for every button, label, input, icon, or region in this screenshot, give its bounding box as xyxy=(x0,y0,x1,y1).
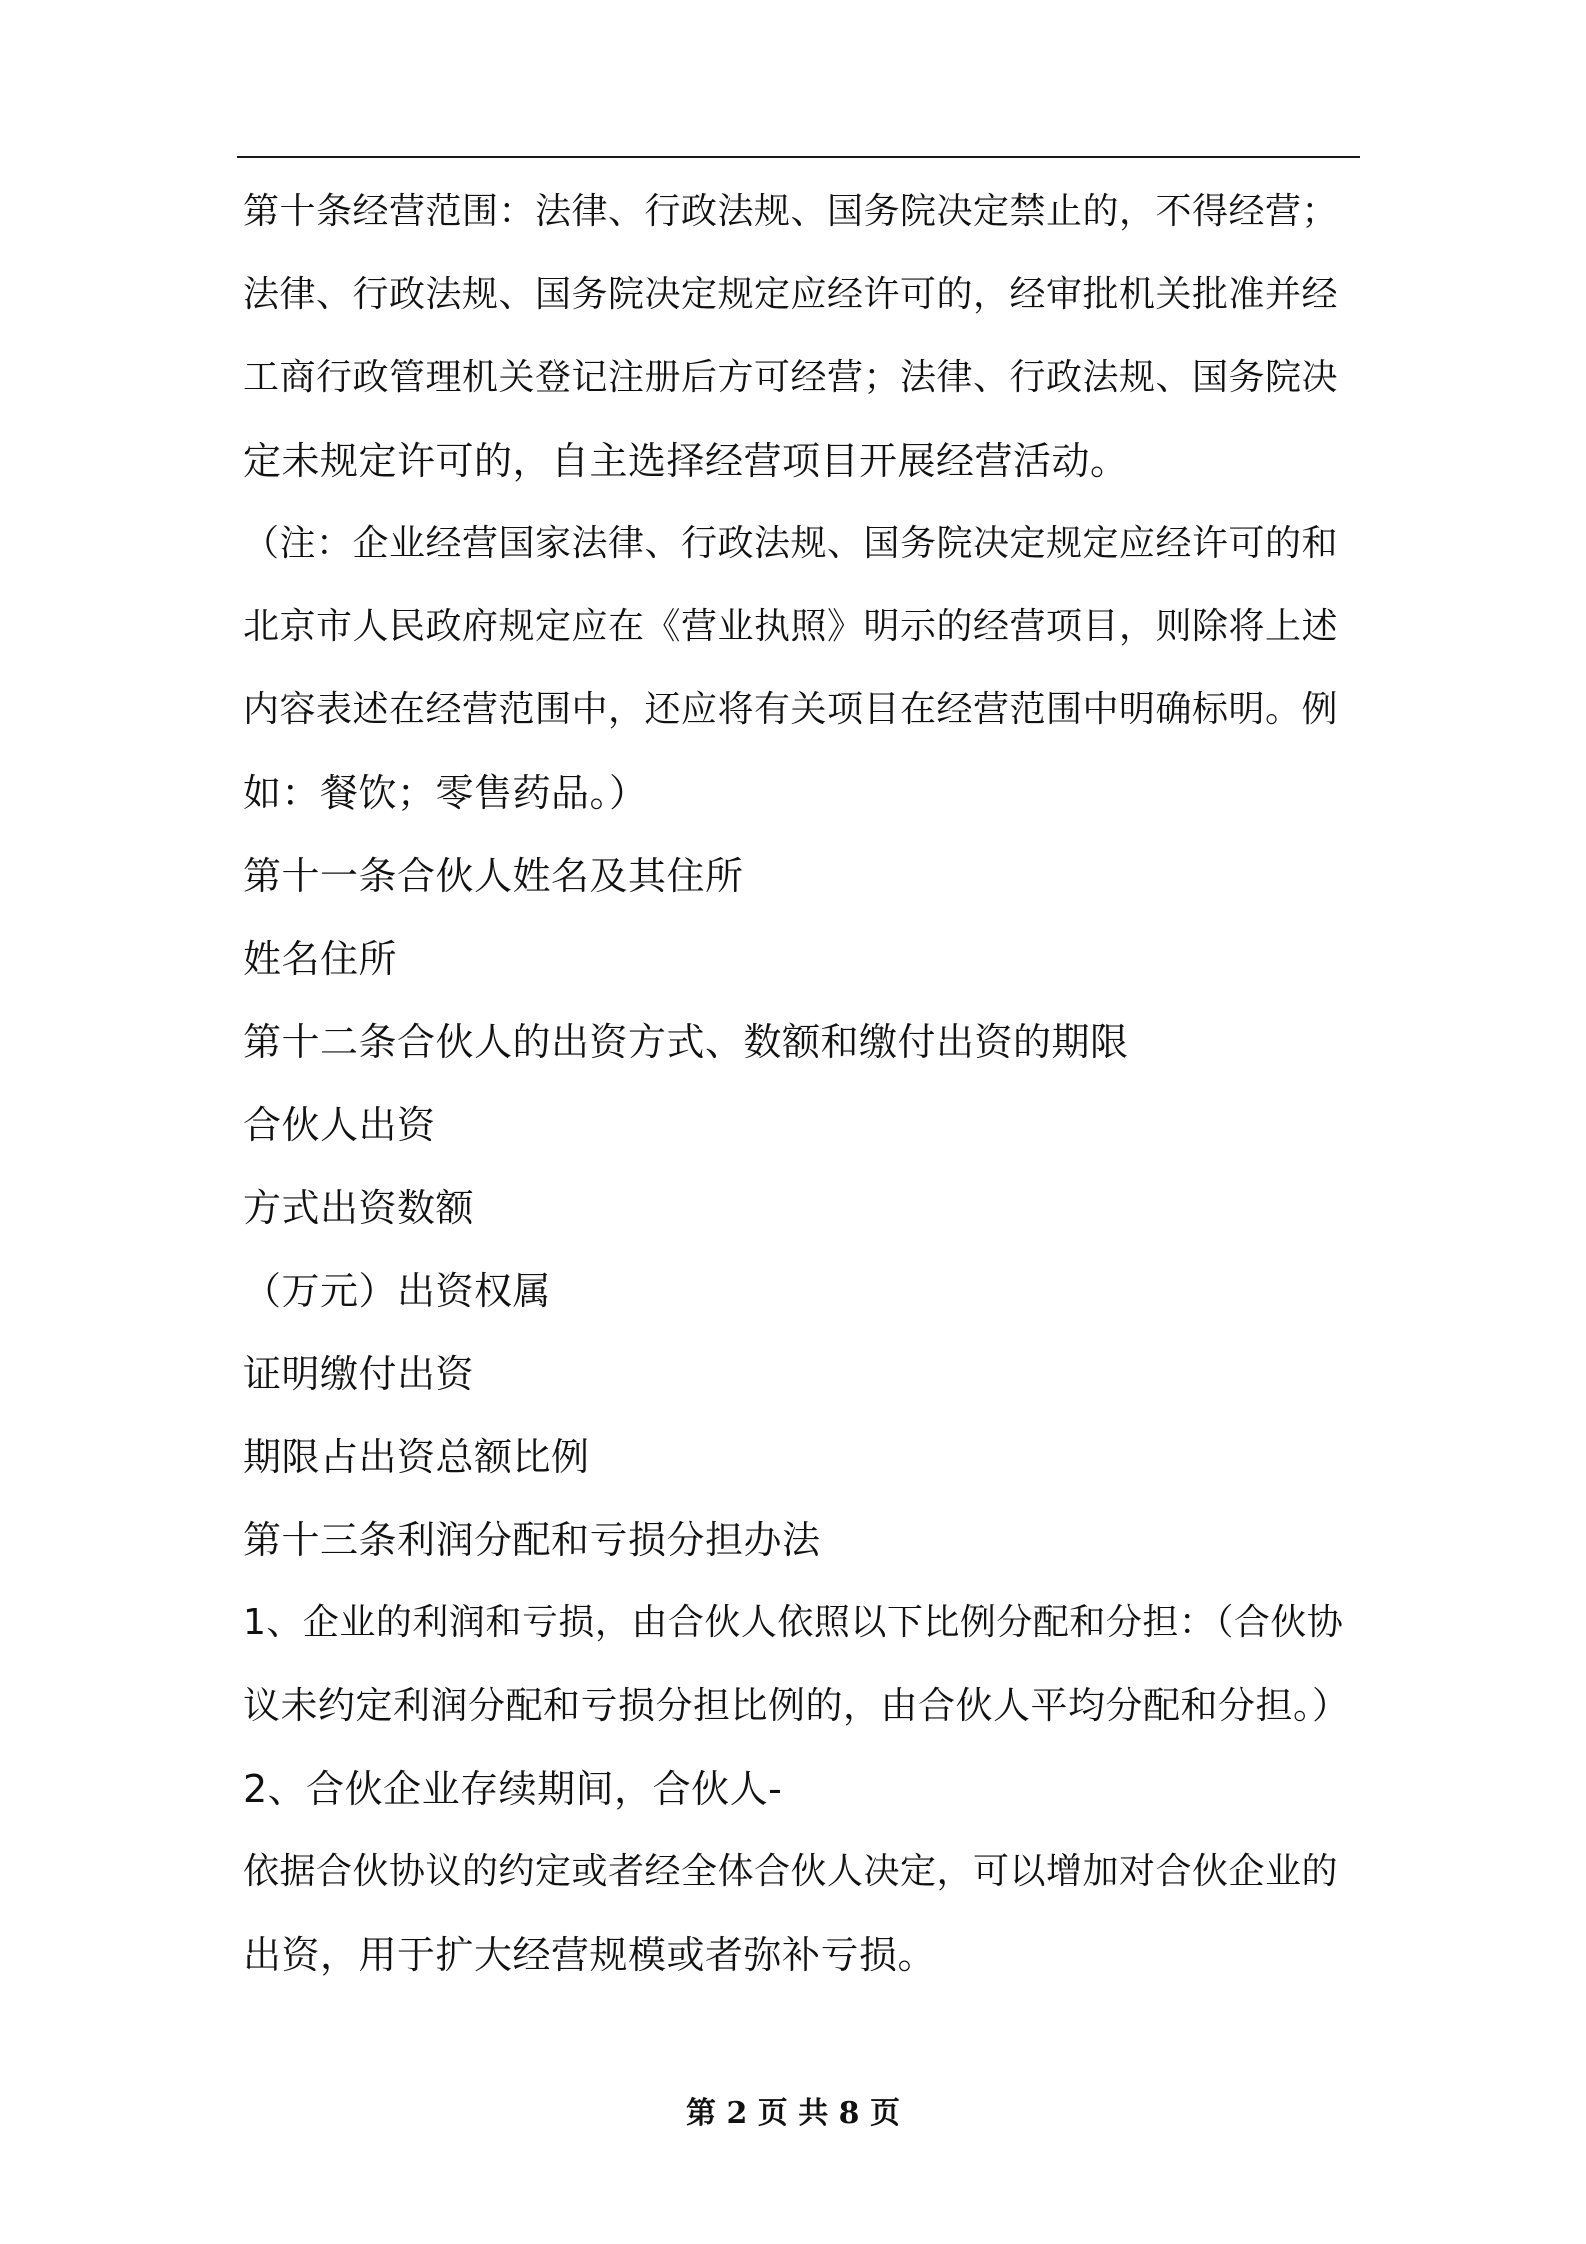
text-line: 合伙人出资 xyxy=(243,1103,436,1147)
text-line: 工商行政管理机关登记注册后方可经营；法律、行政法规、国务院决 xyxy=(243,357,1339,398)
text-line: （注：企业经营国家法律、行政法规、国务院决定规定应经许可的和 xyxy=(243,523,1339,564)
text-line: 出资，用于扩大经营规模或者弥补亏损。 xyxy=(243,1933,937,1977)
text-line: 定未规定许可的，自主选择经营项目开展经营活动。 xyxy=(243,439,1129,483)
page-number: 第 2 页 共 8 页 xyxy=(686,2096,900,2131)
text-line: 方式出资数额 xyxy=(243,1186,475,1230)
section-heading: 第十三条利润分配和亏损分担办法 xyxy=(243,1518,821,1562)
text-line: 议未约定利润分配和亏损分担比例的，由合伙人平均分配和分担。） xyxy=(243,1684,1350,1727)
text-line: 内容表述在经营范围中，还应将有关项目在经营范围中明确标明。例 xyxy=(243,689,1339,730)
text-line: （万元）出资权属 xyxy=(243,1269,552,1313)
text-line: 北京市人民政府规定应在《营业执照》明示的经营项目，则除将上述 xyxy=(243,606,1339,647)
text-line: 依据合伙协议的约定或者经全体合伙人决定，可以增加对合伙企业的 xyxy=(243,1851,1339,1892)
text-line: 姓名住所 xyxy=(243,937,398,981)
text-line: 如：餐饮；零售药品。） xyxy=(243,771,648,815)
text-line: 第十条经营范围：法律、行政法规、国务院决定禁止的，不得经营； xyxy=(243,191,1339,232)
section-heading: 第十一条合伙人姓名及其住所 xyxy=(243,854,744,898)
text-line: 1、企业的利润和亏损，由合伙人依照以下比例分配和分担：（合伙协 xyxy=(243,1602,1344,1643)
text-line: 证明缴付出资 xyxy=(243,1352,475,1396)
text-line: 法律、行政法规、国务院决定规定应经许可的，经审批机关批准并经 xyxy=(243,274,1339,315)
text-line: 期限占出资总额比例 xyxy=(243,1435,590,1479)
section-heading: 第十二条合伙人的出资方式、数额和缴付出资的期限 xyxy=(243,1020,1129,1064)
text-line: 2、合伙企业存续期间，合伙人- xyxy=(243,1767,783,1811)
header-rule xyxy=(237,156,1360,158)
